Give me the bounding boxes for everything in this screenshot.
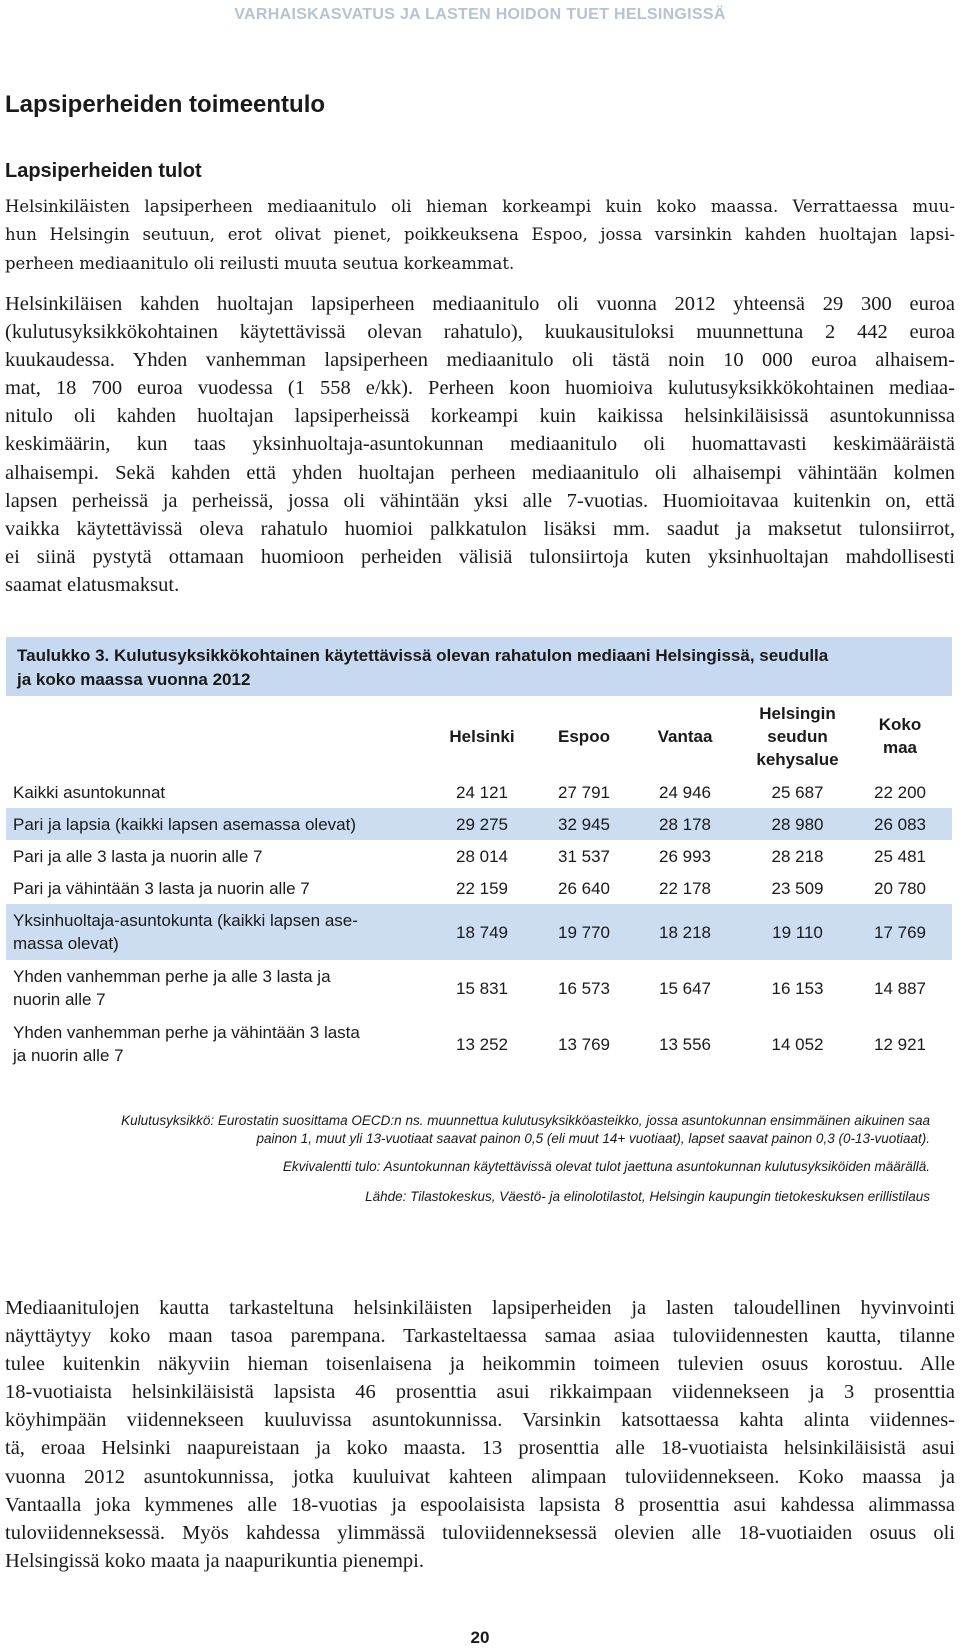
income-table: [6, 637, 952, 1072]
value-cell: 26 083: [874, 814, 926, 834]
value-cell: 32 945: [558, 814, 610, 834]
column-header-helsinki: [431, 725, 533, 748]
value-cell: 14 052: [771, 1034, 824, 1054]
table-row: [6, 808, 952, 840]
paragraph-line: Mediaanitulojen kautta tarkasteltuna helsinkiläisten lapsiperheiden ja lasten taloudellinen hyvinvointi: [5, 1297, 955, 1319]
paragraph-line: saamat elatusmaksut.: [5, 573, 180, 596]
footnote-line: Lähde: Tilastokeskus, Väestö- ja elinolotilastot, Helsingin kaupungin tietokeskuksen erillistilaus: [365, 1189, 930, 1204]
footnote-equivalent-income: [6, 1158, 930, 1176]
value-cell: 31 537: [558, 846, 610, 866]
paragraph-line: Vantaalla joka kymmenes alle 18-vuotias ja espoolaisista lapsista 8 prosenttia asui kahdessa alimmassa: [5, 1493, 955, 1516]
row-label-line: Yhden vanhemman perhe ja vähintään 3 lasta: [13, 1023, 360, 1042]
value-cell: 27 791: [558, 782, 610, 802]
column-header-line: seudun: [767, 726, 828, 746]
value-cell: 19 770: [558, 922, 610, 942]
footnote-line: painon 1, muut yli 13-vuotiaat saavat painon 0,5 (eli muut 14+ vuotiaat), lapset saavat painon 0,3 (0-13-vuotiaat).: [256, 1131, 930, 1146]
page-title: Lapsiperheiden toimeentulo: [5, 91, 326, 118]
value-cell: 26 640: [558, 878, 610, 898]
value-cell: 28 178: [659, 814, 711, 834]
column-header-line: Koko: [878, 715, 922, 734]
row-label-line: Kaikki asuntokunnat: [13, 782, 166, 802]
value-cell: 18 749: [456, 922, 508, 942]
column-header-espoo: [533, 725, 635, 748]
column-header-koko-maa: [860, 713, 940, 759]
row-label-line: Pari ja lapsia (kaikki lapsen asemassa olevat): [13, 814, 356, 834]
column-header-vantaa: [635, 725, 735, 748]
row-label: [6, 965, 431, 1011]
value-cell: 26 993: [659, 846, 711, 866]
table-row: [6, 840, 952, 872]
value-cell: 28 014: [456, 846, 508, 866]
value-cell: 28 980: [771, 814, 824, 834]
value-cell: 15 647: [659, 978, 711, 998]
paragraph-line: vaikka käytettävissä oleva rahatulo huomioi palkkatulon lisäksi mm. saadut ja maksetut tulonsiirrot,: [5, 517, 955, 540]
row-label-line: nuorin alle 7: [13, 990, 106, 1009]
table-row: [6, 872, 952, 904]
footnote-consumption-unit: [6, 1112, 930, 1148]
value-cell: 24 121: [456, 782, 508, 802]
paragraph-line: tuloviidenneksessä. Myös kahdessa ylimmässä tuloviidenneksessä olevien alle 18-vuotiaiden osuus oli: [5, 1521, 955, 1544]
table-row: [6, 776, 952, 808]
paragraph-3: [5, 1294, 955, 1575]
page-number: 20: [470, 1628, 490, 1647]
row-label-line: Pari ja vähintään 3 lasta ja nuorin alle 7: [13, 878, 310, 898]
value-cell: 17 769: [874, 922, 926, 942]
table-title: [6, 637, 952, 696]
paragraph-line: alhaisempi. Sekä kahden että yhden huoltajan perheen mediaanitulo oli alhaisempi vähintään kolmen: [5, 461, 955, 484]
value-cell: 15 831: [456, 978, 508, 998]
paragraph-line: ei siinä pystytä ottamaan huomioon perheiden välisiä tulonsiirtoja kuten yksinhuoltajan mahdollisesti: [5, 545, 955, 568]
paragraph-line: nitulo oli kahden huoltajan lapsiperheissä korkeampi kuin kaikissa helsinkiläisissä asuntokunnissa: [5, 405, 955, 428]
paragraph-line: vuonna 2012 asuntokunnissa, jotka kuuluivat kahteen alimpaan tuloviidennekseen. Koko maassa ja: [5, 1465, 955, 1488]
section-title: Lapsiperheiden tulot: [5, 160, 202, 182]
value-cell: 18 218: [659, 922, 711, 942]
paragraph-line: Helsingissä koko maata ja naapurikuntia pienempi.: [5, 1549, 424, 1572]
row-label: [6, 845, 431, 868]
paragraph-line: keskimäärin, kun taas yksinhuoltaja-asuntokunnan mediaanitulo oli huomattavasti keskimääräistä: [5, 433, 955, 456]
row-label: [6, 813, 431, 836]
table-row: [6, 1016, 952, 1072]
paragraph-line: lapsen perheissä ja perheissä, jossa oli vähintään yksi alle 7-vuotias. Huomioitavaa kuitenkin on, että: [5, 489, 955, 512]
paragraph-line: tä, eroaa Helsinki naapureistaan ja koko maasta. 13 prosenttia alle 18-vuotiaista helsinkiläisistä asui: [5, 1437, 955, 1460]
column-header-line: Vantaa: [657, 726, 713, 746]
paragraph-line: kuukaudessa. Yhden vanhemman lapsiperheen mediaanitulo oli tästä noin 10 000 euroa alhaisem-: [5, 349, 955, 372]
row-label: [6, 1021, 431, 1067]
footnote-line: Ekvivalentti tulo: Asuntokunnan käytettävissä olevat tulot jaettuna asuntokunnan kulutusyksiköiden määrällä.: [282, 1159, 930, 1174]
column-header-line: Helsingin: [759, 703, 836, 723]
value-cell: 20 780: [874, 878, 926, 898]
table-row: [6, 904, 952, 960]
value-cell: 16 573: [558, 978, 610, 998]
value-cell: 16 153: [771, 978, 824, 998]
paragraph-1: [5, 193, 955, 278]
value-cell: 12 921: [874, 1034, 926, 1054]
row-label-line: ja nuorin alle 7: [13, 1046, 124, 1065]
value-cell: 24 946: [659, 782, 711, 802]
running-header: VARHAISKASVATUS JA LASTEN HOIDON TUET HELSINGISSÄ: [234, 6, 726, 23]
row-label-line: massa olevat): [13, 934, 119, 953]
row-label: [6, 781, 431, 804]
row-label: [6, 877, 431, 900]
paragraph-line: mat, 18 700 euroa vuodessa (1 558 e/kk). Perheen koon huomioiva kulutusyksikkökohtainen mediaa-: [5, 377, 955, 400]
paragraph-line: Helsinkiläisten lapsiperheen mediaanitulo oli hieman korkeampi kuin koko maassa. Verrattaessa muu-: [5, 197, 955, 216]
column-header-line: Helsinki: [449, 726, 515, 746]
paragraph-line: köyhimpään viidennekseen kuuluvissa asuntokunnissa. Varsinkin katsottaessa kahta alinta viidennes-: [5, 1409, 955, 1432]
paragraph-line: 18-vuotiaista helsinkiläisistä lapsista 46 prosenttia asui rikkaimpaan viidennekseen ja 3 prosenttia: [5, 1381, 955, 1404]
paragraph-line: hun Helsingin seutuun, erot olivat pienet, poikkeuksena Espoo, jossa varsinkin kahden huoltajan lapsi-: [5, 225, 955, 245]
value-cell: 13 252: [456, 1034, 508, 1054]
value-cell: 23 509: [771, 878, 824, 898]
paragraph-line: näyttäytyy koko maan tasoa parempana. Tarkasteltaessa samaa asiaa tuloviidennesten kautta, tilanne: [5, 1325, 955, 1348]
value-cell: 19 110: [772, 922, 823, 942]
paragraph-line: Helsinkiläisen kahden huoltajan lapsiperheen mediaanitulo oli vuonna 2012 yhteensä 29 300 euroa: [5, 293, 955, 315]
value-cell: 13 769: [558, 1034, 610, 1054]
footnote-line: Kulutusyksikkö: Eurostatin suosittama OECD:n ns. muunnettua kulutusyksikköasteikko, jossa asuntokunnan ensimmäinen aikuinen saa: [121, 1113, 930, 1128]
value-cell: 28 218: [771, 846, 824, 866]
paragraph-line: tulee kuitenkin näkyviin hieman toisenlaisena ja heikommin toimeen tulevien osuus korostuu. Alle: [5, 1353, 955, 1376]
column-header-line: kehysalue: [756, 749, 839, 769]
column-header-line: maa: [882, 738, 918, 757]
table-row: [6, 960, 952, 1016]
value-cell: 22 200: [874, 782, 926, 802]
value-cell: 25 687: [771, 782, 824, 802]
value-cell: 22 178: [659, 878, 711, 898]
value-cell: 14 887: [874, 978, 926, 998]
row-label-line: Pari ja alle 3 lasta ja nuorin alle 7: [13, 846, 263, 866]
row-label-line: Yksinhuoltaja-asuntokunta (kaikki lapsen ase-: [13, 911, 358, 930]
value-cell: 29 275: [456, 814, 508, 834]
table-header-row: [6, 696, 952, 776]
row-label: [6, 909, 431, 955]
table-title-line: ja koko maassa vuonna 2012: [17, 670, 251, 689]
paragraph-line: perheen mediaanitulo oli reilusti muuta seutua korkeammat.: [5, 253, 515, 273]
column-header-helsingin-seudun-kehysalue: [735, 702, 860, 771]
row-label-line: Yhden vanhemman perhe ja alle 3 lasta ja: [13, 967, 331, 986]
column-header-line: Espoo: [558, 726, 610, 746]
paragraph-2: [5, 290, 955, 599]
value-cell: 22 159: [456, 878, 508, 898]
value-cell: 13 556: [659, 1034, 711, 1054]
footnote-source: [6, 1188, 930, 1206]
value-cell: 25 481: [874, 846, 926, 866]
table-title-line: Taulukko 3. Kulutusyksikkökohtainen käytettävissä olevan rahatulon mediaani Helsingissä, seudulla: [17, 646, 829, 665]
table-body: [6, 776, 952, 1072]
paragraph-line: (kulutusyksikkökohtainen käytettävissä olevan rahatulo), kuukausituloksi muunnettuna 2 442 euroa: [5, 321, 955, 344]
